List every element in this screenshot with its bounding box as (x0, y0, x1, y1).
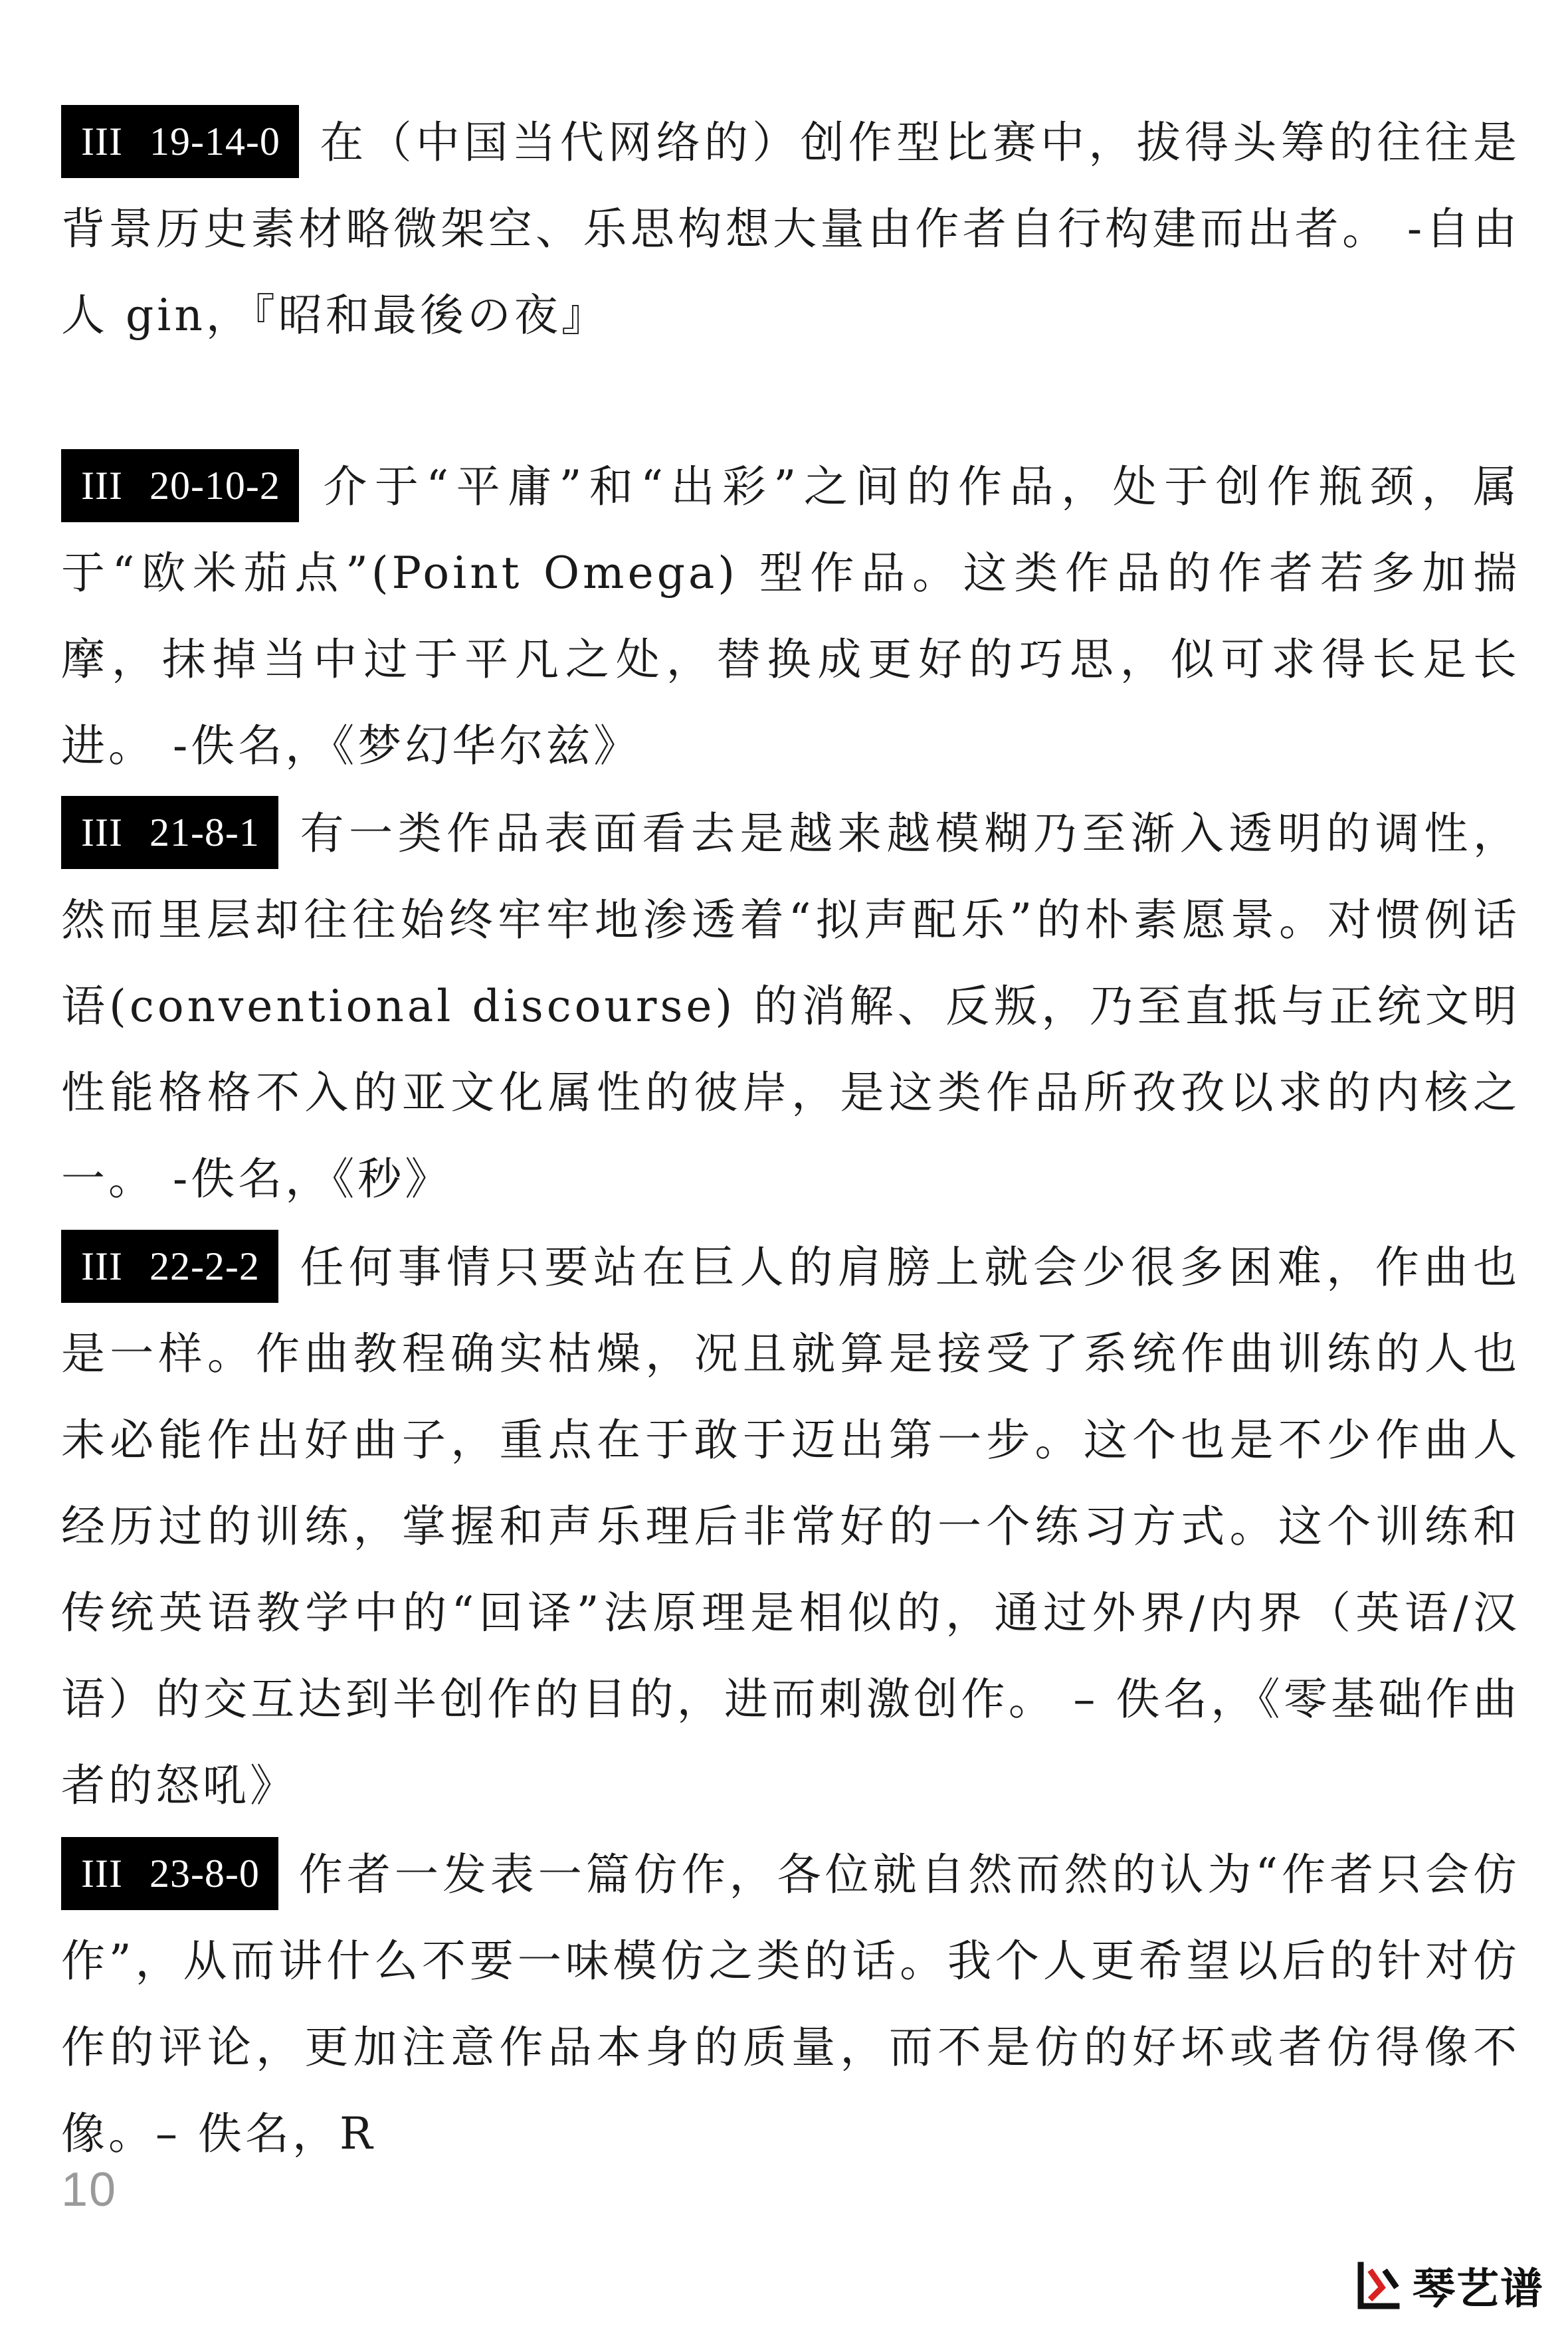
quote-entry-5 (61, 1832, 1520, 2177)
quote-entry-3 (61, 791, 1520, 1222)
entry-tag (61, 1837, 278, 1910)
entry-tag (61, 449, 299, 522)
quote-source: – 佚名，R (155, 2108, 376, 2159)
quote-text: 在（中国当代网络的）创作型比赛中，拔得头筹的往往是背景历史素材略微架空、乐思构想大量由作者自行构建而出者。 (61, 117, 1520, 254)
tag-code: 20-10-2 (149, 464, 280, 508)
entry-tag (61, 105, 299, 178)
site-logo (1355, 2256, 1544, 2315)
quote-text: 介于“平庸”和“出彩”之间的作品，处于创作瓶颈，属于“欧米茄点”(Point Omega) 型作品。这类作品的作者若多加揣摩，抹掉当中过于平凡之处，替换成更好的巧思，似可求得长足长进。 (61, 461, 1520, 771)
tag-code: 22-2-2 (149, 1244, 260, 1288)
quote-entry-2 (61, 444, 1520, 789)
tag-code: 21-8-1 (149, 811, 260, 854)
logo-text: 琴艺谱 (1413, 2265, 1544, 2314)
entry-tag (61, 796, 278, 869)
quote-text: 有一类作品表面看去是越来越模糊乃至渐入透明的调性，然而里层却往往始终牢牢地渗透着“拟声配乐”的朴素愿景。对惯例话语(conventional discourse) 的消解、反叛，乃至直抵与正统文明性能格格不入的亚文化属性的彼岸，是这类作品所孜孜以求的内核之一。 (61, 808, 1520, 1205)
tag-prefix: III (81, 811, 123, 854)
tag-code: 19-14-0 (149, 120, 280, 163)
quote-source: -佚名，《梦幻华尔兹》 (155, 720, 641, 771)
page-number: 10 (61, 2163, 118, 2216)
tag-prefix: III (81, 120, 123, 163)
quote-text: 作者一发表一篇仿作，各位就自然而然的认为“作者只会仿作”，从而讲什么不要一味模仿之类的话。我个人更希望以后的针对仿作的评论，更加注意作品本身的质量，而不是仿的好坏或者仿得像不像。 (61, 1849, 1520, 2159)
tag-code: 23-8-0 (149, 1852, 260, 1895)
quote-entry-4 (61, 1224, 1520, 1829)
entry-tag (61, 1230, 278, 1303)
tag-prefix: III (81, 1244, 123, 1288)
quote-entry-1 (61, 100, 1520, 359)
quote-source: -佚名，《秒》 (155, 1153, 452, 1205)
quote-text: 任何事情只要站在巨人的肩膀上就会少很多困难，作曲也是一样。作曲教程确实枯燥，况且就算是接受了系统作曲训练的人也未必能作出好曲子，重点在于敢于迈出第一步。这个也是不少作曲人经历过的训练，掌握和声乐理后非常好的一个练习方式。这个训练和传统英语教学中的“回译”法原理是相似的，通过外界/内界（英语/汉语）的交互达到半创作的目的，进而刺激创作。 (61, 1242, 1520, 1725)
qinyipu-logo-icon (1355, 2261, 1405, 2310)
tag-prefix: III (81, 1852, 123, 1895)
tag-prefix: III (81, 464, 123, 508)
quote-source: – 佚名，《零基础作曲者的怒吼》 (61, 1674, 1520, 1811)
quote-source: -自由人 gin，『昭和最後の夜』 (61, 203, 1521, 341)
